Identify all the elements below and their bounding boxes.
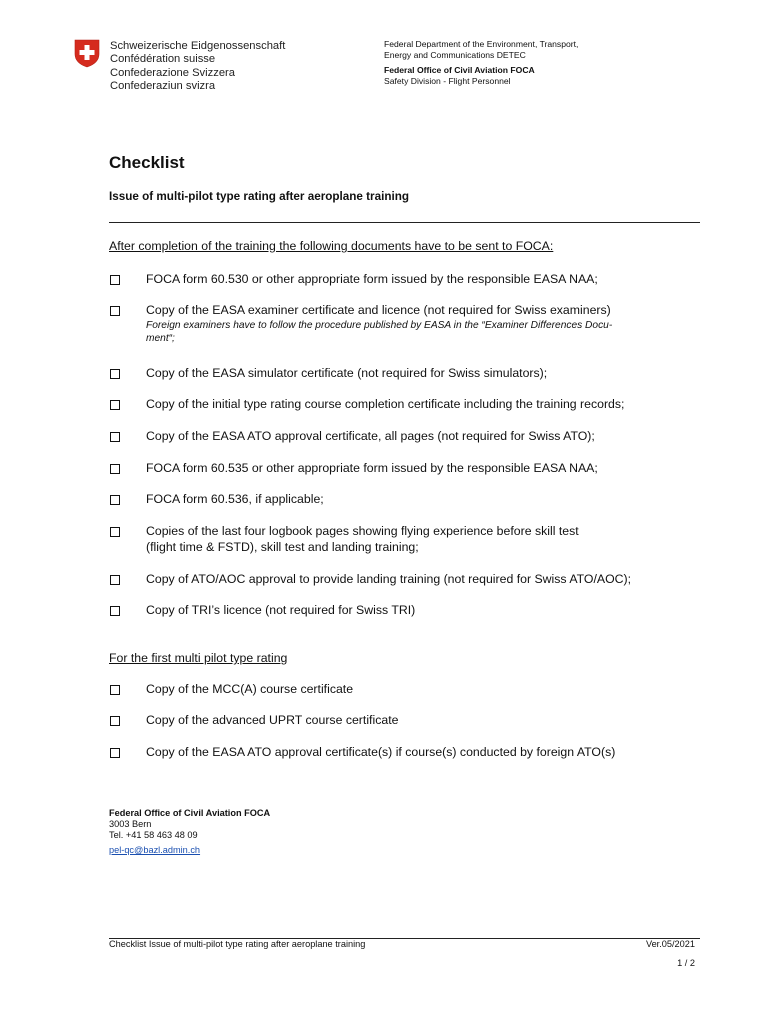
checklist-item-text: FOCA form 60.536, if applicable; [146, 492, 324, 506]
checklist-item [109, 603, 701, 619]
checkbox[interactable] [110, 275, 120, 285]
department-block [384, 39, 578, 87]
checkbox[interactable] [110, 716, 120, 726]
checklist-item [109, 572, 701, 588]
checklist-item-text: Copy of the initial type rating course completion certificate including the training records; [146, 397, 625, 411]
page-title: Checklist [109, 153, 185, 172]
checkbox[interactable] [110, 748, 120, 758]
checklist-item [109, 682, 701, 698]
contact-city: 3003 Bern [109, 819, 152, 829]
checklist-item-text: Copy of the EASA simulator certificate (not required for Swiss simulators); [146, 366, 548, 380]
checklist-item-text: Copy of the MCC(A) course certificate [146, 682, 354, 696]
confederation-name-fr: Confédération suisse [110, 53, 216, 66]
checkbox[interactable] [110, 495, 120, 505]
checkbox[interactable] [110, 575, 120, 585]
checklist-item-text: Copy of TRI’s licence (not required for Swiss TRI) [146, 603, 416, 617]
checkbox[interactable] [110, 606, 120, 616]
checklist-item-text: Copy of the advanced UPRT course certificate [146, 713, 399, 727]
checkbox[interactable] [110, 527, 120, 537]
department-line-2: Energy and Communications DETEC [384, 50, 526, 60]
checkbox[interactable] [110, 306, 120, 316]
contact-email-link[interactable]: pel-qc@bazl.admin.ch [109, 845, 201, 855]
division-name: Safety Division - Flight Personnel [384, 76, 511, 86]
checklist-item [109, 429, 701, 445]
department-line-1: Federal Department of the Environment, Transport, [384, 39, 579, 49]
checklist-item [109, 303, 701, 347]
confederation-name-it: Confederazione Svizzera [110, 66, 235, 79]
checklist-item-text: Copy of the EASA ATO approval certificate(s) if course(s) conducted by foreign ATO(s) [146, 745, 616, 759]
checklist-item-text: Copy of the EASA examiner certificate and licence (not required for Swiss examiners) [146, 303, 611, 317]
checklist-item [109, 745, 701, 761]
footer-document-title: Checklist Issue of multi-pilot type rating after aeroplane training [109, 939, 366, 949]
checklist-item [109, 397, 701, 413]
office-name: Federal Office of Civil Aviation FOCA [384, 65, 535, 75]
title-divider [109, 222, 700, 223]
contact-office: Federal Office of Civil Aviation FOCA [109, 808, 271, 818]
checklist-item [109, 713, 701, 729]
confederation-names [110, 40, 285, 94]
contact-block [109, 808, 270, 856]
section-heading: For the first multi pilot type rating [109, 651, 288, 665]
page-subtitle: Issue of multi-pilot type rating after aeroplane training [109, 190, 410, 203]
checklist-item [109, 524, 701, 555]
checklist-item [109, 492, 701, 508]
checkbox[interactable] [110, 432, 120, 442]
page-number: 1 / 2 [677, 958, 695, 968]
checklist-item [109, 461, 701, 477]
checkbox[interactable] [110, 685, 120, 695]
footer-version: Ver.05/2021 [645, 939, 695, 949]
checklist-item-text-line-2: (flight time & FSTD), skill test and landing training; [146, 539, 419, 554]
checklist-item-note: ment“; [146, 333, 175, 344]
checklist-item [109, 366, 701, 382]
swiss-cross-shield-icon [74, 39, 100, 68]
checklist-item [109, 272, 701, 288]
confederation-name-rm: Confederaziun svizra [110, 80, 216, 93]
checkbox[interactable] [110, 400, 120, 410]
checkbox[interactable] [110, 464, 120, 474]
confederation-name-de: Schweizerische Eidgenossenschaft [110, 40, 286, 52]
checklist-item-text: FOCA form 60.535 or other appropriate form issued by the responsible EASA NAA; [146, 461, 598, 475]
checklist-item-text: Copy of the EASA ATO approval certificate, all pages (not required for Swiss ATO); [146, 429, 595, 443]
checkbox[interactable] [110, 369, 120, 379]
checklist-item-note: Foreign examiners have to follow the procedure published by EASA in the “Examiner Differences Docu- [146, 319, 613, 331]
contact-phone: Tel. +41 58 463 48 09 [109, 830, 198, 840]
checklist-item-text: Copies of the last four logbook pages showing flying experience before skill test [146, 524, 579, 538]
checklist-item-text: FOCA form 60.530 or other appropriate form issued by the responsible EASA NAA; [146, 272, 598, 286]
checklist-item-text: Copy of ATO/AOC approval to provide landing training (not required for Swiss ATO/AOC); [146, 572, 632, 586]
intro-heading: After completion of the training the following documents have to be sent to FOCA: [109, 239, 554, 253]
